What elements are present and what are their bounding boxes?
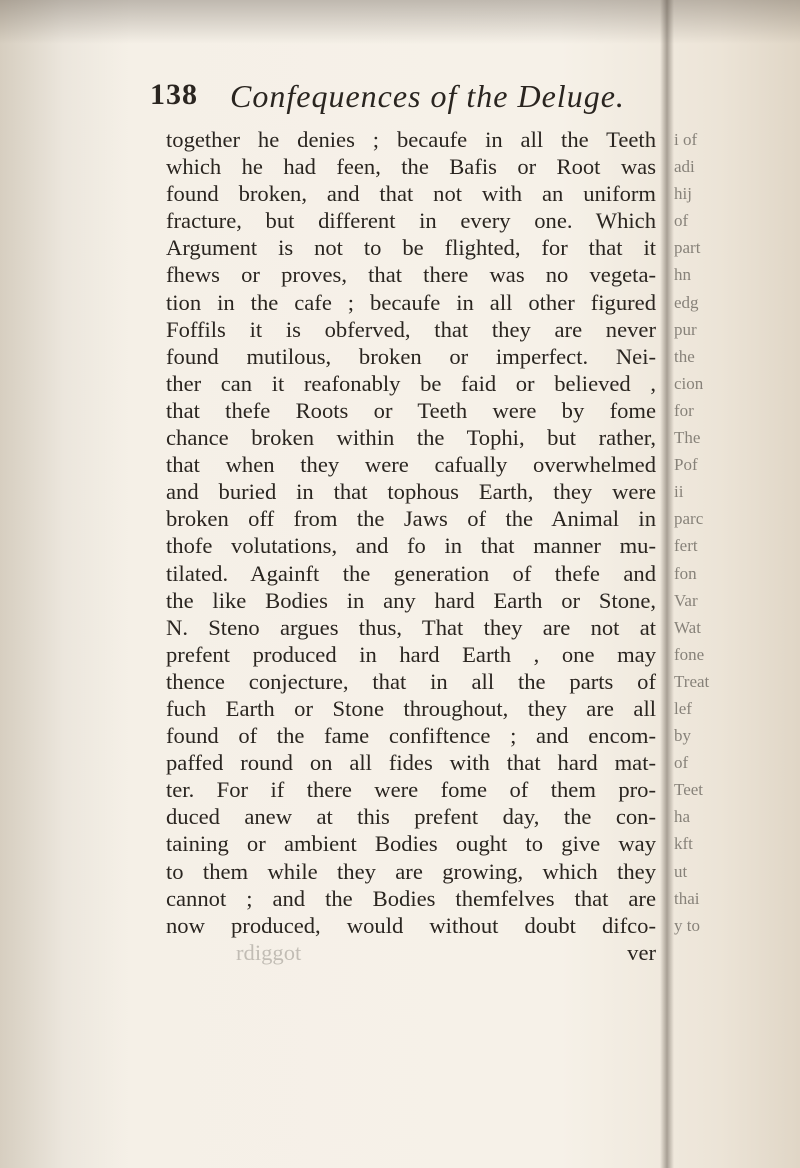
bleed-text: by [674, 726, 691, 746]
text-line: ther can it reafonably be faid or believed , [166, 370, 656, 396]
bleed-text: Treat [674, 671, 710, 691]
text-line: tilated. Againft the generation of thefe and [166, 560, 656, 586]
bleed-text: edg [674, 292, 699, 312]
text-line: cannot ; and the Bodies themfelves that are [166, 885, 656, 911]
bleed-text: lef [674, 698, 692, 718]
text-line: taining or ambient Bodies ought to give way [166, 831, 656, 857]
bleed-text: y to [674, 915, 700, 935]
text-line: which he had feen, the Bafis or Root was [166, 154, 656, 180]
text-line: fhews or proves, that there was no vegeta- [166, 262, 656, 288]
bleed-text: part [674, 238, 701, 258]
text-line: the like Bodies in any hard Earth or Stone, [166, 587, 656, 613]
text-line: paffed round on all fides with that hard mat- [166, 750, 656, 776]
text-line: thence conjecture, that in all the parts of [166, 668, 656, 694]
bleed-text: Teet [674, 780, 704, 800]
text-line: broken off from the Jaws of the Animal in [166, 506, 656, 532]
text-line: fuch Earth or Stone throughout, they are all [166, 695, 656, 721]
bleed-text: ut [674, 861, 688, 881]
text-line: duced anew at this prefent day, the con- [166, 804, 656, 830]
catchword: ver [627, 939, 656, 965]
text-line: found broken, and that not with an uniform [166, 181, 656, 207]
text-line: found mutilous, broken or imperfect. Nei- [166, 343, 656, 369]
text-line: now produced, would without doubt difco- [166, 912, 656, 938]
text-line: that when they were cafually overwhelmed [166, 452, 656, 478]
bleed-text: Wat [674, 617, 701, 637]
text-line: to them while they are growing, which they [166, 858, 656, 884]
text-line: found of the fame confiftence ; and encom- [166, 723, 656, 749]
text-line: ter. For if there were fome of them pro- [166, 777, 656, 803]
bleed-text: of [674, 753, 689, 773]
facing-page-bleed [674, 126, 734, 939]
bleed-text: adi [674, 157, 695, 177]
text-line: N. Steno argues thus, That they are not at [166, 614, 656, 640]
text-line: prefent produced in hard Earth , one may [166, 641, 656, 667]
catchword-line [166, 939, 656, 966]
bleed-text: the [674, 346, 695, 366]
page-top-shadow [0, 0, 800, 44]
bleed-text: hij [674, 184, 692, 204]
page-body [166, 126, 656, 966]
page-left-shadow [0, 0, 130, 1168]
page-gutter [660, 0, 674, 1168]
running-title: Confequences of the Deluge. [230, 78, 625, 114]
bleed-text: thai [674, 888, 700, 908]
bleed-text: ha [674, 807, 691, 827]
bleed-text: fone [674, 644, 705, 664]
bleed-text: i of [674, 130, 698, 149]
faded-mark: rdiggot [236, 939, 302, 965]
bleed-text: ii [674, 482, 684, 502]
bleed-text: fert [674, 536, 698, 556]
bleed-text: fon [674, 563, 697, 583]
bleed-text: kft [674, 834, 693, 854]
bleed-text: hn [674, 265, 691, 285]
text-line: Argument is not to be flighted, for that it [166, 235, 656, 261]
text-line: together he denies ; becaufe in all the Teeth [166, 127, 656, 152]
bleed-text: pur [674, 319, 697, 339]
bleed-text: of [674, 211, 689, 231]
page-number: 138 [150, 78, 198, 111]
bleed-text: The [674, 428, 701, 448]
bleed-text: Var [674, 590, 698, 610]
text-line: thofe volutations, and fo in that manner mu- [166, 533, 656, 559]
text-line: fracture, but different in every one. Which [166, 208, 656, 234]
text-line: that thefe Roots or Teeth were by fome [166, 397, 656, 423]
text-line: Foffils it is obferved, that they are never [166, 316, 656, 342]
bleed-text: for [674, 400, 694, 420]
page-header [150, 78, 660, 118]
bleed-text: parc [674, 509, 704, 529]
text-line: and buried in that tophous Earth, they were [166, 479, 656, 505]
bleed-text: Pof [674, 455, 698, 475]
text-line: tion in the cafe ; becaufe in all other figured [166, 289, 656, 315]
text-line: chance broken within the Tophi, but rather, [166, 425, 656, 451]
bleed-text: cion [674, 373, 704, 393]
